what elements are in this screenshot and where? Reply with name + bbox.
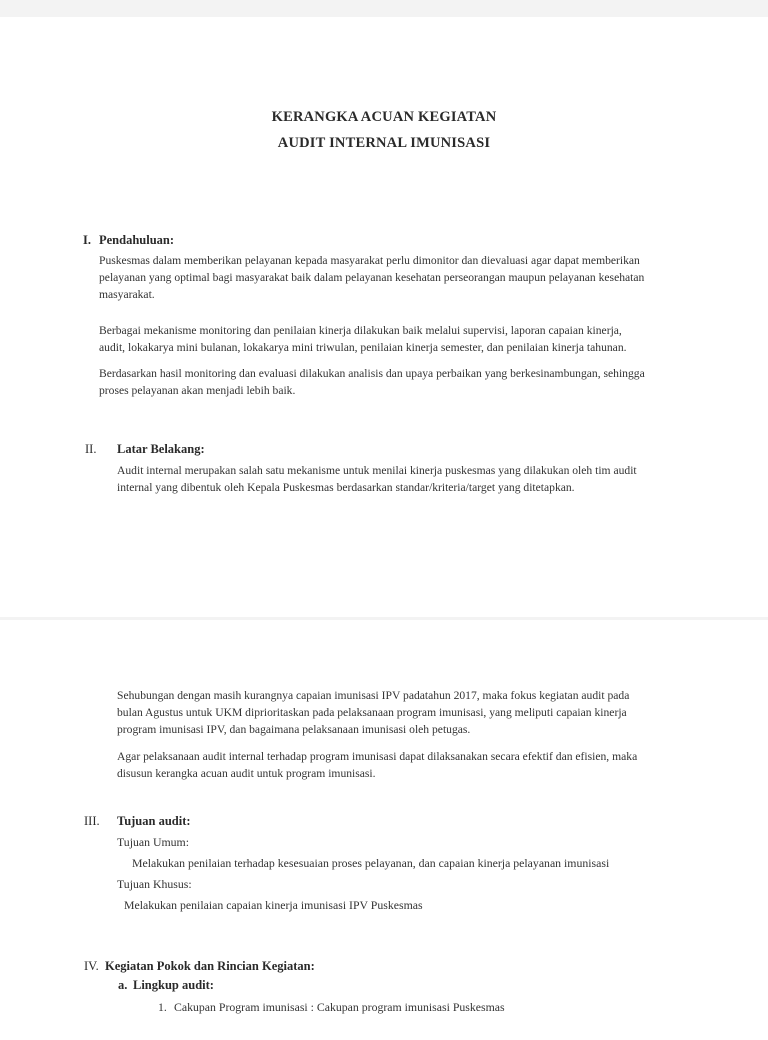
section-4-title: Kegiatan Pokok dan Rincian Kegiatan: [105,959,315,973]
text-line: Berbagai mekanisme monitoring dan penilaian kinerja dilakukan baik melalui supervisi, laporan capaian kinerja, [99,324,622,337]
text-line: pelayanan yang optimal bagi masyarakat baik dalam pelayanan kesehatan perseorangan maupun pelayanan kesehatan [99,271,645,284]
document-page-2 [0,620,768,1040]
text-line: Agar pelaksanaan audit internal terhadap program imunisasi dapat dilaksanakan secara efektif dan efisien, maka [117,750,638,763]
text-line: Sehubungan dengan masih kurangnya capaian imunisasi IPV padatahun 2017, maka fokus kegiatan audit pada [117,689,630,702]
text-line: Puskesmas dalam memberikan pelayanan kepada masyarakat perlu dimonitor dan dievaluasi agar dapat memberikan [99,254,640,267]
tujuan-khusus-text: Melakukan penilaian capaian kinerja imunisasi IPV Puskesmas [124,898,423,912]
text-line: masyarakat. [99,288,155,301]
text-line: internal yang dibentuk oleh Kepala Puskesmas berdasarkan standar/kriteria/target yang ditetapkan. [117,481,575,494]
document-title-line1: KERANGKA ACUAN KEGIATAN [271,109,497,125]
section-2-number: II. [85,442,97,456]
section-1-number: I. [83,233,91,247]
text-line: disusun kerangka acuan audit untuk program imunisasi. [117,767,376,780]
tujuan-khusus-label: Tujuan Khusus: [117,877,192,891]
section-1-paragraph-2 [99,322,627,356]
section-2-paragraph-3 [117,748,637,782]
text-line: proses pelayanan akan menjadi lebih baik. [99,384,296,397]
subsection-a-title: Lingkup audit: [133,978,214,992]
text-line: program imunisasi IPV, dan bagaimana pelaksanaan imunisasi oleh petugas. [117,723,471,736]
section-2-title: Latar Belakang: [117,442,205,456]
section-1-title: Pendahuluan: [99,233,175,247]
section-2-paragraph-2 [117,687,629,738]
text-line: Berdasarkan hasil monitoring dan evaluasi dilakukan analisis dan upaya perbaikan yang berkesinambungan, sehingga [99,367,645,380]
document-title-line2: AUDIT INTERNAL IMUNISASI [277,135,491,151]
tujuan-umum-label: Tujuan Umum: [117,835,189,849]
text-line: audit, lokakarya mini bulanan, lokakarya mini triwulan, penilaian kinerja semester, dan penilaian kinerja tahunan. [99,341,627,354]
item-1-number: 1. [158,1000,167,1014]
text-line: Audit internal merupakan salah satu mekanisme untuk menilai kinerja puskesmas yang dilakukan oleh tim audit [117,464,637,477]
section-3-title: Tujuan audit: [117,814,191,828]
section-4-number: IV. [84,959,99,973]
item-1-text: Cakupan Program imunisasi : Cakupan program imunisasi Puskesmas [174,1000,505,1014]
section-2-paragraph-1 [117,462,637,496]
section-1-paragraph-1 [99,252,644,303]
tujuan-umum-text: Melakukan penilaian terhadap kesesuaian proses pelayanan, dan capaian kinerja pelayanan imunisasi [132,856,610,870]
section-3-number: III. [84,814,100,828]
document-page-1 [0,17,768,617]
section-1-paragraph-3 [99,365,645,399]
text-line: bulan Agustus untuk UKM diprioritaskan pada pelaksanaan program imunisasi, yang meliputi capaian kinerja [117,706,627,719]
subsection-a-number: a. [118,978,128,992]
